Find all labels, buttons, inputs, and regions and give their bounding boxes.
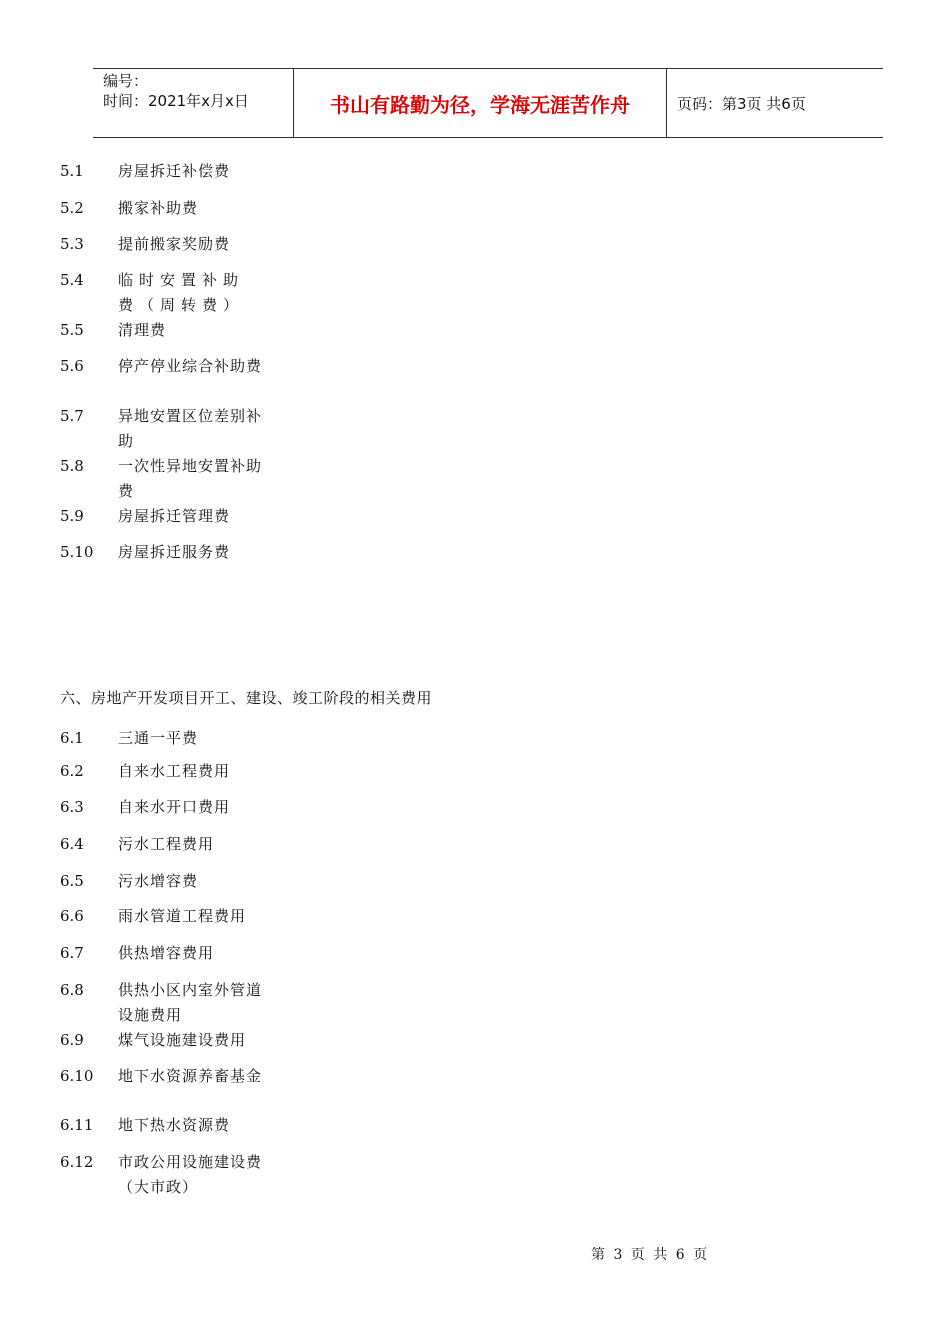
header-motto: 书山有路勤为径，学海无涯苦作舟: [294, 69, 667, 137]
item-text: 提前搬家奖励费: [118, 235, 231, 253]
time-label: 时间：2021年x月x日: [103, 92, 249, 110]
item-text: 供热增容费用: [118, 944, 215, 962]
item-text: 污水增容费: [118, 872, 199, 890]
item-number: 5.6: [60, 357, 84, 375]
page-header: [93, 68, 883, 138]
item-number: 6.6: [60, 907, 84, 925]
item-text: 市政公用设施建设费（大市政）: [118, 1153, 263, 1196]
item-number: 5.5: [60, 321, 84, 339]
item-text: 房屋拆迁管理费: [118, 507, 231, 525]
item-number: 6.5: [60, 872, 84, 890]
item-text: 临时安置补助费（周转费）: [118, 271, 245, 314]
item-text: 地下热水资源费: [118, 1116, 231, 1134]
item-text: 异地安置区位差别补助: [118, 407, 263, 450]
item-number: 5.7: [60, 407, 84, 425]
item-text: 供热小区内室外管道设施费用: [118, 981, 263, 1024]
item-number: 5.10: [60, 543, 94, 561]
section-heading: 六、房地产开发项目开工、建设、竣工阶段的相关费用: [60, 689, 433, 707]
item-text: 煤气设施建设费用: [118, 1031, 247, 1049]
item-number: 6.1: [60, 729, 84, 747]
item-text: 房屋拆迁补偿费: [118, 162, 231, 180]
item-number: 5.3: [60, 235, 84, 253]
header-page-label: 页码：第3页 共6页: [677, 94, 806, 113]
item-text: 清理费: [118, 321, 167, 339]
item-number: 6.11: [60, 1116, 94, 1134]
item-number: 5.2: [60, 199, 84, 217]
item-text: 雨水管道工程费用: [118, 907, 247, 925]
item-number: 6.8: [60, 981, 84, 999]
item-number: 6.9: [60, 1031, 84, 1049]
item-number: 5.8: [60, 457, 84, 475]
item-text: 地下水资源养畜基金: [118, 1067, 263, 1085]
item-text: 三通一平费: [118, 729, 199, 747]
item-number: 5.4: [60, 271, 84, 289]
header-meta: [93, 69, 294, 137]
page-footer: 第 3 页 共 6 页: [591, 1247, 710, 1263]
item-text: 自来水开口费用: [118, 798, 231, 816]
item-number: 5.1: [60, 162, 84, 180]
item-number: 6.3: [60, 798, 84, 816]
item-number: 6.2: [60, 762, 84, 780]
item-number: 6.12: [60, 1153, 94, 1171]
item-text: 停产停业综合补助费: [118, 357, 263, 375]
item-text: 一次性异地安置补助费: [118, 457, 263, 500]
doc-number-label: 编号：: [103, 72, 149, 90]
item-number: 6.7: [60, 944, 84, 962]
item-text: 搬家补助费: [118, 199, 199, 217]
item-text: 自来水工程费用: [118, 762, 231, 780]
item-text: 房屋拆迁服务费: [118, 543, 231, 561]
item-number: 6.10: [60, 1067, 94, 1085]
item-text: 污水工程费用: [118, 835, 215, 853]
item-number: 5.9: [60, 507, 84, 525]
item-number: 6.4: [60, 835, 84, 853]
